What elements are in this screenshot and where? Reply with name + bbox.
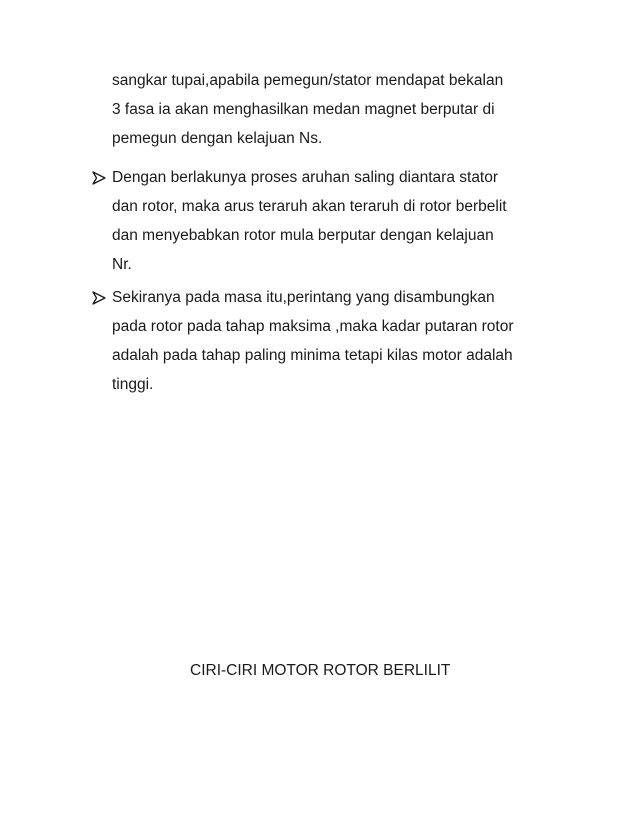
bullet-item [92,283,592,399]
bullet-line: pada rotor pada tahap maksima ,maka kadar putaran rotor [112,318,514,335]
paragraph-continuation [112,66,592,153]
arrowhead-bullet-icon [92,163,110,192]
bullet-line: tinggi. [112,376,154,393]
bullet-item [92,163,592,279]
bullet-line: Nr. [112,256,132,273]
bullet-line: dan rotor, maka arus teraruh akan teraruh di rotor berbelit [112,198,507,215]
bullet-line: Dengan berlakunya proses aruhan saling diantara stator [112,169,499,186]
arrowhead-bullet-icon [92,283,110,312]
bullet-line: adalah pada tahap paling minima tetapi kilas motor adalah [112,347,513,364]
section-heading: CIRI-CIRI MOTOR ROTOR BERLILIT [190,662,451,679]
paragraph-line: sangkar tupai,apabila pemegun/stator mendapat bekalan [112,72,504,89]
bullet-line: dan menyebabkan rotor mula berputar dengan kelajuan [112,227,494,244]
paragraph-line: pemegun dengan kelajuan Ns. [112,130,323,147]
paragraph-line: 3 fasa ia akan menghasilkan medan magnet berputar di [112,101,495,118]
bullet-line: Sekiranya pada masa itu,perintang yang disambungkan [112,289,495,306]
